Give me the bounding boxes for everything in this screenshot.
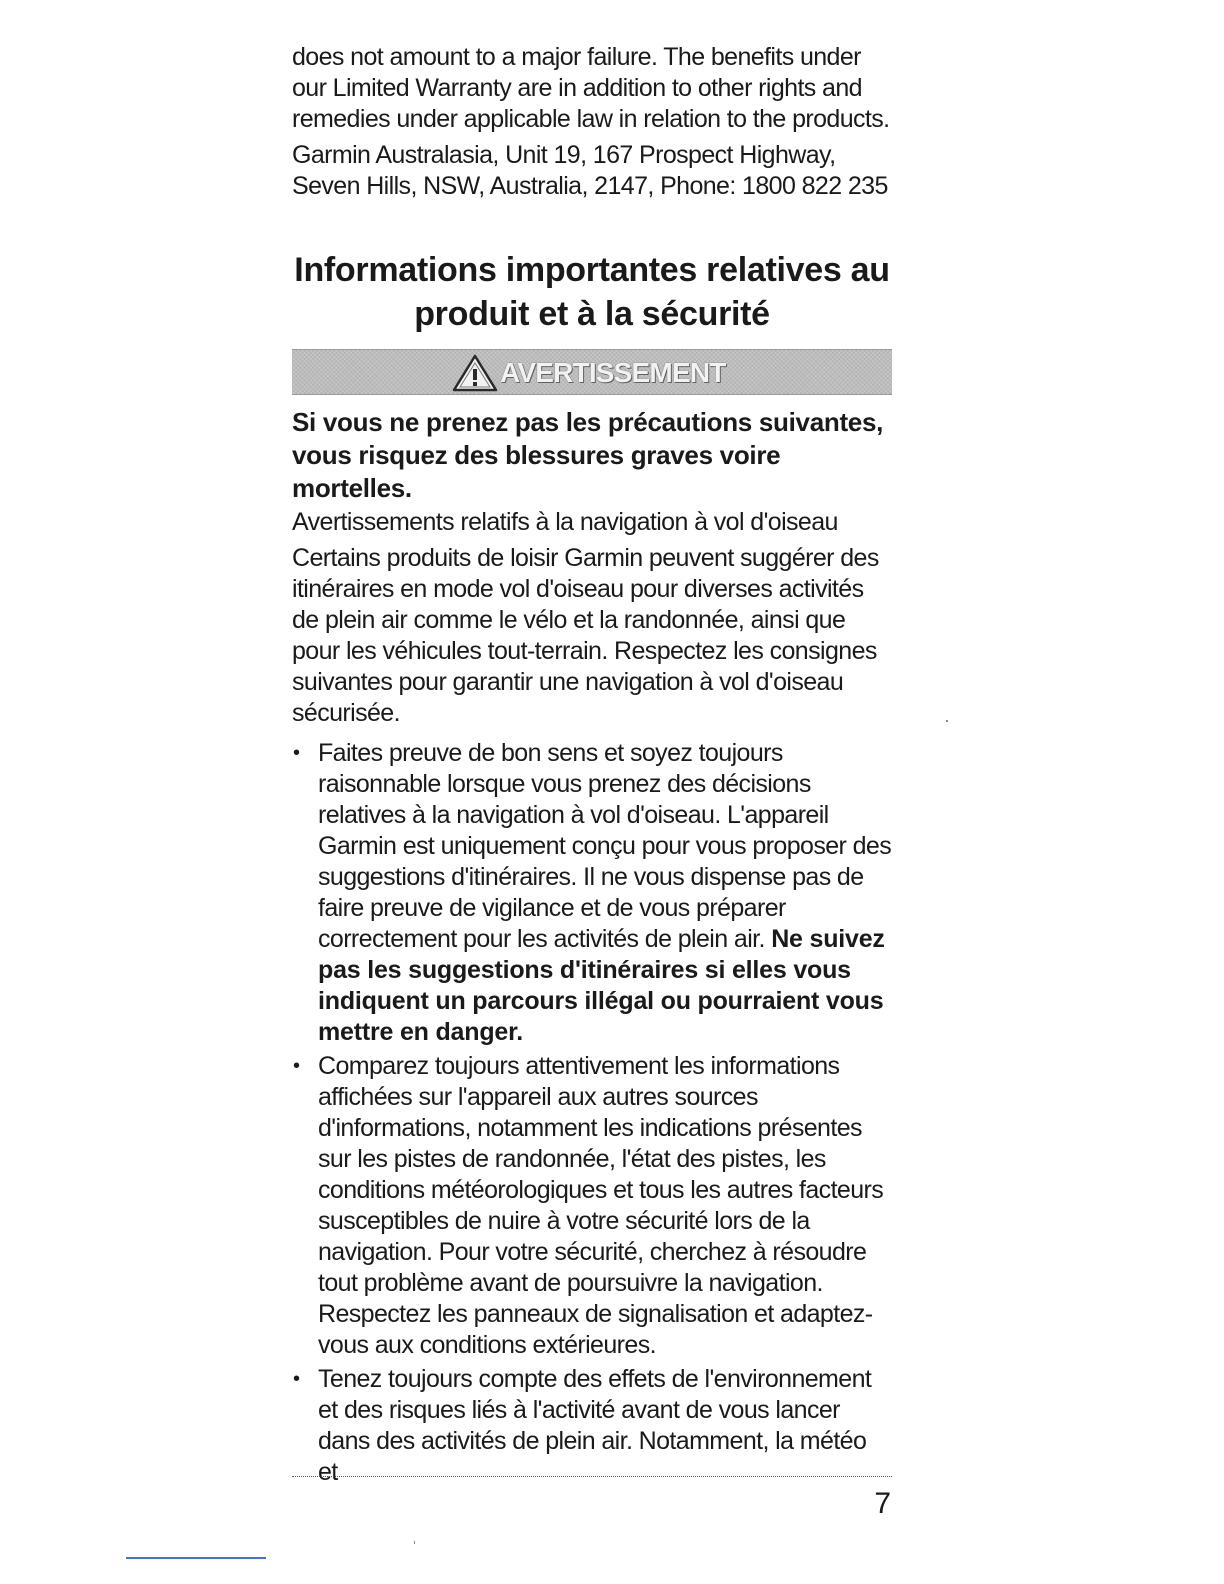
bullet-bold-text: Ne suivez pas les suggestions d'itinéraires si elles vous indiquent un parcours illégal ou pourraient vous mettre en danger. xyxy=(318,925,885,1046)
scan-speck xyxy=(946,720,948,722)
warning-banner-content xyxy=(452,354,726,392)
scan-speck xyxy=(414,1541,415,1544)
warning-banner xyxy=(292,349,892,395)
warning-triangle-icon xyxy=(452,354,498,392)
bullet-icon: • xyxy=(293,1368,300,1390)
warning-label: AVERTISSEMENT xyxy=(500,357,726,388)
safety-bullet-list xyxy=(292,738,892,1488)
section-title-line-2: produit et à la sécurité xyxy=(414,295,770,333)
list-item xyxy=(292,1051,892,1361)
warranty-continuation xyxy=(292,42,892,202)
warning-lead: Si vous ne prenez pas les précautions suivantes, vous risquez des blessures graves voire mortelles. xyxy=(292,407,884,503)
intro-paragraph: Certains produits de loisir Garmin peuvent suggérer des itinéraires en mode vol d'oiseau pour diverses activités de plein air comme le vélo et la randonnée, ainsi que pour les véhicules tout-terrain. Respectez les consignes suivantes pour garantir une navigation à vol d'oiseau sécurisée. xyxy=(292,544,879,727)
bullet-text: Faites preuve de bon sens et soyez toujours raisonnable lorsque vous prenez des décisions relatives à la navigation à vol d'oiseau. L'appareil Garmin est uniquement conçu pour vous proposer des suggestions d'itinéraires. Il ne vous dispense pas de faire preuve de vigilance et de vous préparer correctement pour les activités de plein air. xyxy=(318,739,892,953)
bullet-icon: • xyxy=(293,1055,300,1077)
warranty-paragraph: does not amount to a major failure. The benefits under our Limited Warranty are in addition to other rights and remedies under applicable law in relation to the products. xyxy=(292,43,890,133)
section-title-line-1: Informations importantes relatives au xyxy=(294,251,890,289)
address-paragraph: Garmin Australasia, Unit 19, 167 Prospect Highway, Seven Hills, NSW, Australia, 2147, Phone: 1800 822 235 xyxy=(292,141,888,200)
subheading: Avertissements relatifs à la navigation à vol d'oiseau xyxy=(292,508,838,536)
bullet-text: Tenez toujours compte des effets de l'environnement et des risques liés à l'activité avant de vous lancer dans des activités de plein air. Notamment, la météo et xyxy=(318,1365,872,1486)
list-item xyxy=(292,1364,892,1488)
bullet-text: Comparez toujours attentivement les informations affichées sur l'appareil aux autres sources d'informations, notamment les indications présentes sur les pistes de randonnée, l'état des pistes, les conditions météorologiques et tous les autres facteurs susceptibles de nuire à votre sécurité lors de la navigation. Pour votre sécurité, cherchez à résoudre tout problème avant de poursuivre la navigation. Respectez les panneaux de signalisation et adaptez-vous aux conditions extérieures. xyxy=(318,1052,884,1359)
list-item xyxy=(292,738,892,1048)
page-number: 7 xyxy=(874,1487,891,1520)
bullet-icon: • xyxy=(293,742,300,764)
section-title xyxy=(292,248,892,336)
scan-artifact-line xyxy=(126,1557,266,1559)
safety-content xyxy=(292,406,892,1491)
footer-divider xyxy=(292,1476,892,1477)
